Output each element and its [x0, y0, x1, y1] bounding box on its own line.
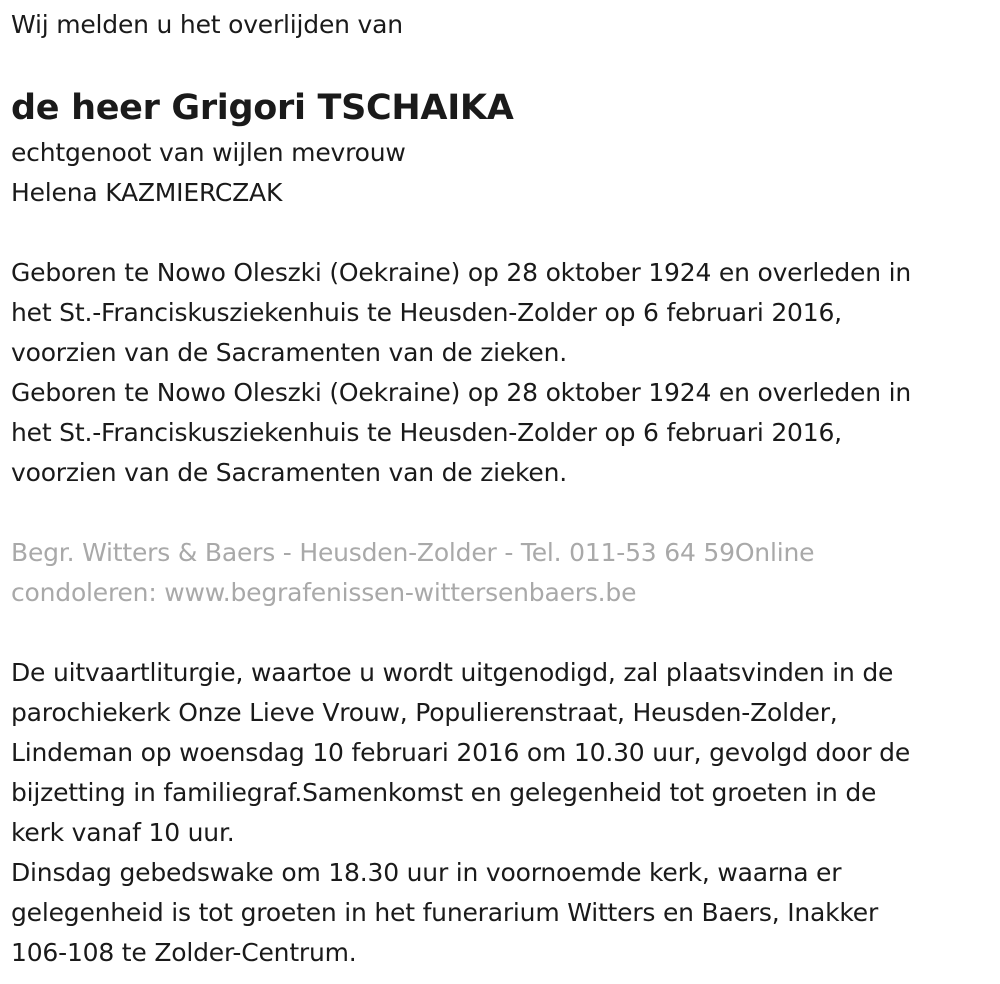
text-line: Dinsdag gebedswake om 18.30 uur in voornoemde kerk, waarna er	[11, 858, 842, 887]
wake-paragraph	[11, 853, 991, 973]
text-line: het St.-Franciskusziekenhuis te Heusden-Zolder op 6 februari 2016,	[11, 418, 842, 447]
text-line: Begr. Witters & Baers - Heusden-Zolder - Tel. 011-53 64 59Online	[11, 538, 815, 567]
spouse-line-2: Helena KAZMIERCZAK	[11, 178, 283, 207]
text-line: condoleren: www.begrafenissen-wittersenbaers.be	[11, 578, 637, 607]
spacer	[11, 493, 991, 533]
liturgy-paragraph	[11, 653, 991, 853]
text-line: voorzien van de Sacramenten van de zieken.	[11, 458, 568, 487]
spouse-line-1: echtgenoot van wijlen mevrouw	[11, 138, 406, 167]
text-line: Geboren te Nowo Oleszki (Oekraine) op 28 oktober 1924 en overleden in	[11, 378, 911, 407]
text-line: 106-108 te Zolder-Centrum.	[11, 938, 357, 967]
funeral-home-info	[11, 533, 991, 613]
text-line: Geboren te Nowo Oleszki (Oekraine) op 28 oktober 1924 en overleden in	[11, 258, 911, 287]
spacer	[11, 613, 991, 653]
deceased-name: de heer Grigori TSCHAIKA	[11, 88, 514, 128]
birth-death-paragraph-2	[11, 373, 991, 493]
text-line: bijzetting in familiegraf.Samenkomst en gelegenheid tot groeten in de	[11, 778, 877, 807]
death-notice	[11, 0, 991, 973]
birth-death-paragraph-1	[11, 253, 991, 373]
text-line: voorzien van de Sacramenten van de zieken.	[11, 338, 568, 367]
text-line: kerk vanaf 10 uur.	[11, 818, 235, 847]
spacer	[11, 213, 991, 253]
text-line: Lindeman op woensdag 10 februari 2016 om 10.30 uur, gevolgd door de	[11, 738, 911, 767]
text-line: De uitvaartliturgie, waartoe u wordt uitgenodigd, zal plaatsvinden in de	[11, 658, 894, 687]
text-line: gelegenheid is tot groeten in het funerarium Witters en Baers, Inakker	[11, 898, 879, 927]
text-line: het St.-Franciskusziekenhuis te Heusden-Zolder op 6 februari 2016,	[11, 298, 842, 327]
text-line: parochiekerk Onze Lieve Vrouw, Populierenstraat, Heusden-Zolder,	[11, 698, 838, 727]
intro-text: Wij melden u het overlijden van	[11, 10, 403, 39]
